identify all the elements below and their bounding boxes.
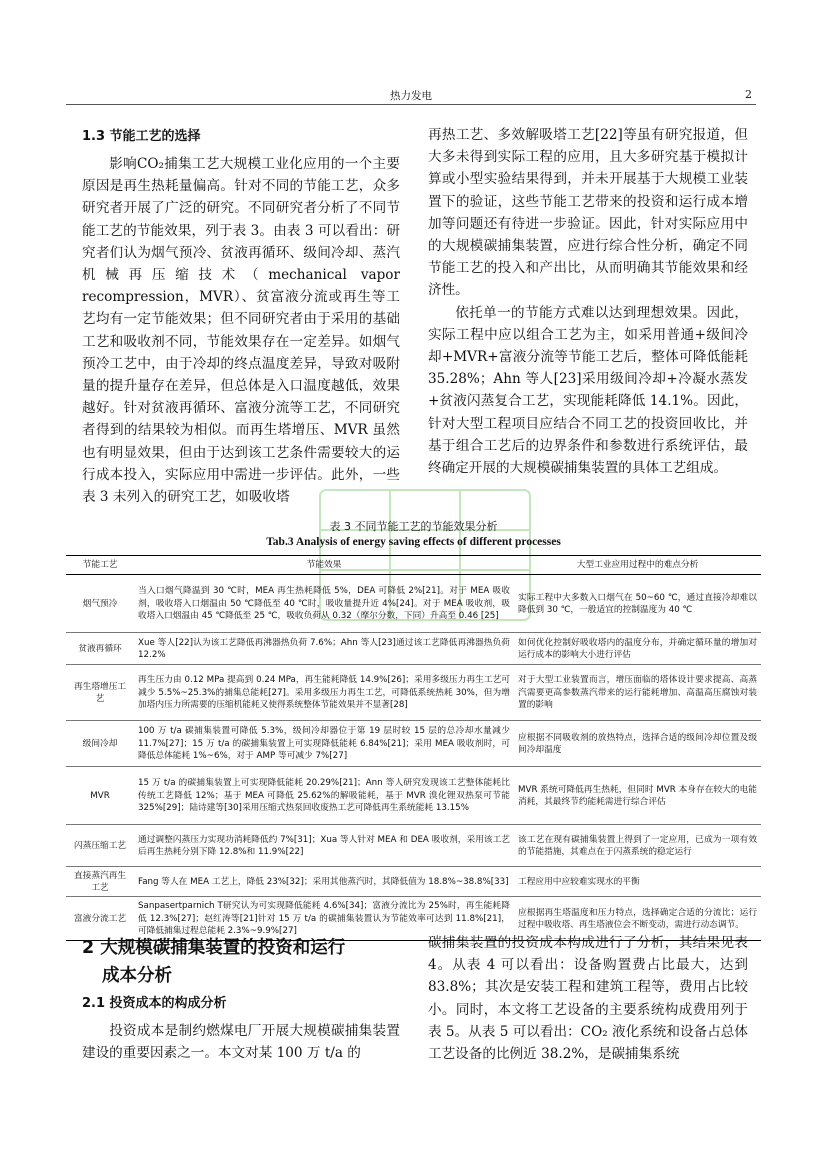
right-column-bottom <box>428 932 748 1065</box>
section-heading-line: 2 大规模碳捕集装置的投资和运行 <box>82 938 346 958</box>
column-header: 节能工艺 <box>66 556 134 575</box>
process-cell: 再生塔增压工艺 <box>66 665 134 721</box>
difficulty-cell: 实际工程中大多数入口烟气在 50~60 ℃，通过直接冷却难以降低到 30 ℃，一般适宜的控制温度为 40 ℃ <box>514 575 761 633</box>
process-cell: MVR <box>66 767 134 825</box>
effect-cell: 再生压力由 0.12 MPa 提高到 0.24 MPa，再生能耗降低 14.9%[26]；采用多级压力再生工艺可减少 5.5%~25.3%的捕集总能耗[27]。采用多级压力再生工艺，可降低系统热耗 30%，但为增加塔内压力所需要的压缩机能耗又使得系统整体节能效果并不显著[28] <box>134 665 514 721</box>
process-cell: 级间冷却 <box>66 721 134 767</box>
process-cell: 富液分流工艺 <box>66 897 134 941</box>
difficulty-cell: 对于大型工业装置而言，增压面临的塔体设计要求提高、高蒸汽需要更高参数蒸汽带来的运行能耗增加、高温高压腐蚀对装置的影响 <box>514 665 761 721</box>
journal-name: 热力发电 <box>390 90 432 102</box>
section-heading-2 <box>82 934 400 990</box>
table-caption-en: Tab.3 Analysis of energy saving effects of different processes <box>266 536 561 548</box>
running-header <box>66 86 756 105</box>
paragraph: 依托单一的节能方式难以达到理想效果。因此，实际工程中应以组合工艺为主，如采用普通+级间冷却+MVR+富液分流等节能工艺后，整体可降低能耗 35.28%；Ahn 等人[23]采用级间冷却+冷凝水蒸发+贫液闪蒸复合工艺，实现能耗降低 14.1%。因此，针对大型工程项目应结合不同工艺的投资回收比，并基于组合工艺后的边界条件和参数进行系统评估，最终确定开展的大规模碳捕集装置的具体工艺组成。 <box>428 304 748 477</box>
difficulty-cell: 该工艺在现有碳捕集装置上得到了一定应用，已成为一项有效的节能措施，其难点在于闪蒸系统的稳定运行 <box>514 825 761 867</box>
table-caption-zh: 表 3 不同节能工艺的节能效果分析 <box>329 520 498 533</box>
effect-cell: 15 万 t/a 的碳捕集装置上可实现降低能耗 20.29%[21]；Ann 等人研究发现该工艺整体能耗比传统工艺降低 12%；基于 MEA 可降低 25.62%的解吸能耗，基于 MVR 溴化锂双热泵可节能 325%[29]；陆诗建等[30]采用压缩式热泵回收废热工艺可降低再生系统能耗 13.15% <box>134 767 514 825</box>
energy-saving-table <box>66 555 761 941</box>
difficulty-cell: MVR 系统可降低再生热耗，但同时 MVR 本身存在较大的电能消耗，其最终节约能耗需进行综合评估 <box>514 767 761 825</box>
paragraph: 碳捕集装置的投资成本构成进行了分析，其结果见表 4。从表 4 可以看出：设备购置费占比最大，达到 83.8%；其次是安装工程和建筑工程等，费用占比较小。同时，本文将工艺设备的主要系统构成费用列于表 5。从表 5 可以看出：CO₂ 液化系统和设备占总体工艺设备的比例近 38.2%，是碳捕集系统 <box>428 935 748 1063</box>
difficulty-cell: 应根据再生塔温度和压力特点，选择确定合适的分流比；运行过程中吸收塔、再生塔液位会不断变动，需进行动态调节。 <box>514 897 761 941</box>
section-heading-1-3: 1.3 节能工艺的选择 <box>82 129 201 144</box>
process-cell: 闪蒸压缩工艺 <box>66 825 134 867</box>
section-heading-2-1: 2.1 投资成本的构成分析 <box>82 996 227 1011</box>
paragraph: 投资成本是制约燃煤电厂开展大规模碳捕集装置建设的重要因素之一。本文对某 100 万 t/a 的 <box>82 1023 400 1062</box>
table-header-row <box>66 556 761 575</box>
table-row <box>66 767 761 825</box>
process-cell: 烟气预冷 <box>66 575 134 633</box>
right-column-top <box>428 124 748 479</box>
difficulty-cell: 应根据不同吸收剂的放热特点，选择合适的级间冷却位置及级间冷却温度 <box>514 721 761 767</box>
section-heading-line: 成本分析 <box>102 966 172 986</box>
difficulty-cell: 工程应用中应较难实现水的平衡 <box>514 867 761 897</box>
table-row <box>66 867 761 897</box>
table-row <box>66 825 761 867</box>
table-row <box>66 665 761 721</box>
column-header: 节能效果 <box>134 556 514 575</box>
left-column-top <box>82 126 400 508</box>
table-row <box>66 633 761 665</box>
process-cell: 直接蒸汽再生工艺 <box>66 867 134 897</box>
effect-cell: Fang 等人在 MEA 工艺上，降低 23%[32]；采用其他蒸汽时，其降低值为 18.8%~38.8%[33] <box>134 867 514 897</box>
paragraph: 影响CO₂捕集工艺大规模工业化应用的一个主要原因是再生热耗量偏高。针对不同的节能工艺，众多研究者开展了广泛的研究。不同研究者分析了不同节能工艺的节能效果，列于表 3。由表 3 可以看出：研究者们认为烟气预冷、贫液再循环、级间冷却、蒸汽机械再压缩技术（mechanical vapor recompression，MVR）、贫富液分流或再生等工艺均有一定节能效果；但不同研究者由于采用的基础工艺和吸收剂不同，节能效果存在一定差异。如烟气预冷工艺中，由于冷却的终点温度差异，导致对吸附量的提升量存在差异，但总体是入口温度越低，效果越好。针对贫液再循环、富液分流等工艺，不同研究者得到的结果较为相似。而再生塔增压、MVR 虽然也有明显效果，但由于达到该工艺条件需要较大的运行成本投入，实际应用中需进一步评估。此外，一些表 3 未列入的研究工艺，如吸收塔 <box>82 156 400 506</box>
table-row <box>66 575 761 633</box>
effect-cell: Sanpasertparnich T研究认为可实现降低能耗 4.6%[34]；富液分流比为 25%时，再生能耗降低 12.3%[27]；赵红涛等[21]针对 15 万 t/a 的碳捕集装置认为节能效率可达到 11.8%[21]，可降低捕集过程总能耗 2.3%~9.9%[27] <box>134 897 514 941</box>
column-header: 大型工业应用过程中的难点分析 <box>514 556 761 575</box>
paragraph: 再热工艺、多效解吸塔工艺[22]等虽有研究报道，但大多未得到实际工程的应用，且大多研究基于模拟计算或小型实验结果得到，并未开展基于大规模工业装置下的验证，这些节能工艺带来的投资和运行成本增加等问题还有待进一步验证。因此，针对实际应用中的大规模碳捕集装置，应进行综合性分析，确定不同节能工艺的投入和产出比，从而明确其节能效果和经济性。 <box>428 127 748 299</box>
effect-cell: Xue 等人[22]认为该工艺降低再沸器热负荷 7.6%；Ahn 等人[23]通过该工艺降低再沸器热负荷 12.2% <box>134 633 514 665</box>
table-row <box>66 721 761 767</box>
effect-cell: 100 万 t/a 碳捕集装置可降低 5.3%，级间冷却器位于第 19 层时较 15 层的总冷却水量减少 11.7%[27]；15 万 t/a 的碳捕集装置上可实现降低能耗 6.84%[21]；采用 MEA 吸收剂时，可降低总体能耗 1%~6%，对于 AMP 等可减少 7%[27] <box>134 721 514 767</box>
effect-cell: 当入口烟气降温到 30 ℃时，MEA 再生热耗降低 5%，DEA 可降低 2%[21]。对于 MEA 吸收剂，吸收塔入口烟温由 50 ℃降低至 40 ℃时，吸收量提升近 4%[24]。对于 MEA 吸收剂，吸收塔入口烟温由 45 ℃降低至 25 ℃，吸收负荷从 0.32（摩尔分数，下同）升高至 0.46 [25] <box>134 575 514 633</box>
left-column-bottom <box>82 934 400 1064</box>
page-number: 2 <box>745 88 752 101</box>
difficulty-cell: 如何优化控制好吸收塔内的温度分布，并确定循环量的增加对运行成本的影响大小进行评估 <box>514 633 761 665</box>
process-cell: 贫液再循环 <box>66 633 134 665</box>
effect-cell: 通过调整闪蒸压力实现功消耗降低约 7%[31]；Xua 等人针对 MEA 和 DEA 吸收剂，采用该工艺后再生热耗分别下降 12.8%和 11.9%[22] <box>134 825 514 867</box>
